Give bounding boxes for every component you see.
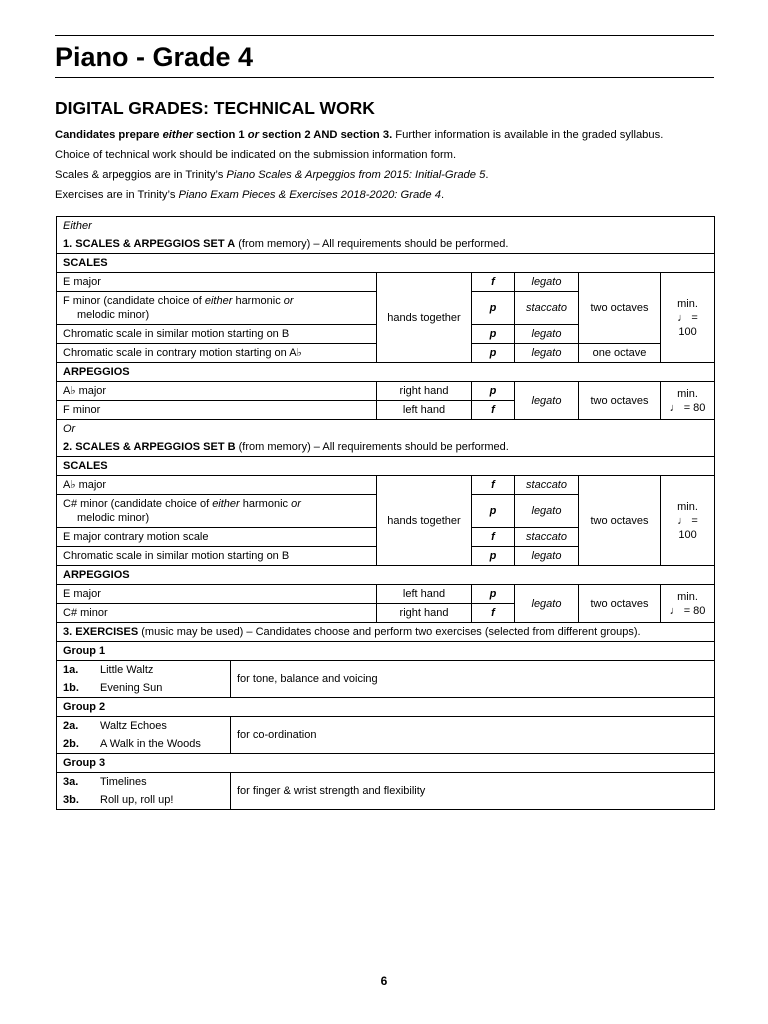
scale-name: E major bbox=[57, 273, 377, 292]
exercise-title: Waltz Echoes bbox=[100, 720, 167, 732]
exercise-item bbox=[57, 717, 231, 736]
scale-name: A♭ major bbox=[57, 476, 377, 495]
scale-name: Chromatic scale in similar motion starting on B bbox=[57, 325, 377, 344]
exercise-item bbox=[57, 661, 231, 680]
set-b-heading-row bbox=[57, 438, 715, 457]
group-label: Group 3 bbox=[57, 754, 715, 773]
dynamic-marking: f bbox=[472, 604, 515, 623]
set-a-arpeggios-label: ARPEGGIOS bbox=[57, 363, 715, 382]
set-b-arpeggio-row bbox=[57, 585, 715, 604]
exercise-number: 2a. bbox=[63, 720, 79, 732]
set-b-heading-note: (from memory) – All requirements should be performed. bbox=[235, 441, 509, 453]
tempo-value: ♩ = 80 bbox=[669, 401, 706, 414]
hand: right hand bbox=[377, 604, 472, 623]
set-a-scale-row bbox=[57, 273, 715, 292]
arp-tempo bbox=[661, 382, 715, 420]
exercises-heading-row bbox=[57, 623, 715, 642]
exercise-item bbox=[57, 679, 231, 698]
exercises-heading-title: 3. EXERCISES bbox=[63, 626, 139, 638]
title-top-rule bbox=[55, 35, 714, 36]
intro-line-1-part: section 2 AND section 3. bbox=[258, 129, 393, 141]
exercise-number: 1b. bbox=[63, 682, 79, 694]
tempo-min: min. bbox=[677, 590, 698, 603]
dynamic-marking: p bbox=[472, 547, 515, 566]
hand: left hand bbox=[377, 585, 472, 604]
group-label-row bbox=[57, 754, 715, 773]
intro-line-4-part: Exercises are in Trinity’s bbox=[55, 189, 179, 201]
set-b-or: Or bbox=[57, 420, 715, 439]
group-label-row bbox=[57, 642, 715, 661]
intro-text bbox=[55, 125, 715, 205]
set-b-arpeggios-label-row bbox=[57, 566, 715, 585]
page-title: Piano - Grade 4 bbox=[55, 42, 254, 72]
hand: left hand bbox=[377, 401, 472, 420]
group-label: Group 2 bbox=[57, 698, 715, 717]
set-a-arpeggio-row bbox=[57, 382, 715, 401]
arpeggio-name: C# minor bbox=[57, 604, 377, 623]
exercise-number: 1a. bbox=[63, 664, 79, 676]
tempo-value: ♩ = 80 bbox=[669, 604, 706, 617]
set-b-header-row bbox=[57, 420, 715, 439]
scale-name-either: either bbox=[204, 295, 233, 307]
group-label: Group 1 bbox=[57, 642, 715, 661]
arp-range: two octaves bbox=[579, 585, 661, 623]
arpeggio-name: A♭ major bbox=[57, 382, 377, 401]
exercise-item bbox=[57, 735, 231, 754]
intro-line-1-either: either bbox=[162, 129, 194, 141]
intro-line-4 bbox=[55, 185, 715, 205]
group-label-row bbox=[57, 698, 715, 717]
set-b-arpeggios-label: ARPEGGIOS bbox=[57, 566, 715, 585]
exercise-title: Roll up, roll up! bbox=[100, 794, 174, 806]
set-a-range-last: one octave bbox=[579, 344, 661, 363]
set-a-either: Either bbox=[57, 217, 715, 236]
dynamic-marking: f bbox=[472, 528, 515, 547]
scale-name: E major contrary motion scale bbox=[57, 528, 377, 547]
arpeggio-name: F minor bbox=[57, 401, 377, 420]
articulation: legato bbox=[515, 547, 579, 566]
hand: right hand bbox=[377, 382, 472, 401]
dynamic-marking: f bbox=[472, 401, 515, 420]
intro-line-1-part: Candidates prepare bbox=[55, 129, 163, 141]
intro-line-4-part: . bbox=[440, 189, 445, 201]
exercise-title: Evening Sun bbox=[100, 682, 163, 694]
exercises-book-title: Piano Exam Pieces & Exercises 2018-2020: Grade 4 bbox=[178, 189, 441, 201]
exercise-number: 2b. bbox=[63, 738, 79, 750]
set-a-header-row bbox=[57, 217, 715, 236]
arpeggio-name: E major bbox=[57, 585, 377, 604]
dynamic-marking: p bbox=[472, 292, 515, 325]
dynamic-marking: f bbox=[472, 476, 515, 495]
exercise-title: Little Waltz bbox=[100, 664, 154, 676]
scales-book-title: Piano Scales & Arpeggios from 2015: Initial-Grade 5 bbox=[226, 169, 486, 181]
scale-name-part: melodic minor) bbox=[77, 512, 150, 524]
set-b-scales-label-row bbox=[57, 457, 715, 476]
set-b-scale-row bbox=[57, 476, 715, 495]
scale-name-part: F minor (candidate choice of bbox=[63, 295, 205, 307]
tempo-min: min. bbox=[677, 387, 698, 400]
exercises-heading-note: (music may be used) – Candidates choose and perform two exercises (selected from different groups). bbox=[138, 626, 641, 638]
set-b-hands: hands together bbox=[377, 476, 472, 566]
dynamic-marking: p bbox=[472, 495, 515, 528]
exercise-item bbox=[57, 791, 231, 810]
dynamic-marking: p bbox=[472, 585, 515, 604]
articulation: legato bbox=[515, 495, 579, 528]
arp-range: two octaves bbox=[579, 382, 661, 420]
scale-name-part: harmonic bbox=[232, 295, 284, 307]
set-b-tempo bbox=[661, 476, 715, 566]
technical-work-table bbox=[56, 216, 715, 810]
set-a-tempo bbox=[661, 273, 715, 363]
intro-line-1-part: section 1 bbox=[193, 129, 248, 141]
articulation: legato bbox=[515, 273, 579, 292]
set-a-arpeggios-label-row bbox=[57, 363, 715, 382]
intro-line-3 bbox=[55, 165, 715, 185]
scale-name-or: or bbox=[291, 498, 301, 510]
section-heading: DIGITAL GRADES: TECHNICAL WORK bbox=[55, 98, 375, 118]
page-number: 6 bbox=[380, 974, 388, 988]
exercise-item bbox=[57, 773, 231, 792]
set-a-heading-title: 1. SCALES & ARPEGGIOS SET A bbox=[63, 238, 236, 250]
intro-line-3-part: . bbox=[485, 169, 489, 181]
arp-tempo bbox=[661, 585, 715, 623]
set-a-heading-row bbox=[57, 235, 715, 254]
exercise-number: 3b. bbox=[63, 794, 79, 806]
scale-name-or: or bbox=[283, 295, 294, 307]
scale-name bbox=[57, 495, 377, 528]
set-b-heading-title: 2. SCALES & ARPEGGIOS SET B bbox=[63, 441, 236, 453]
tempo-value: ♩ = 100 bbox=[677, 514, 698, 541]
tempo-value: ♩ = 100 bbox=[677, 311, 698, 338]
intro-line-1 bbox=[55, 125, 715, 145]
scale-name-part: melodic minor) bbox=[77, 309, 150, 321]
intro-line-2: Choice of technical work should be indicated on the submission information form. bbox=[55, 149, 457, 161]
exercise-focus: for tone, balance and voicing bbox=[231, 661, 715, 698]
exercise-row bbox=[57, 773, 715, 792]
set-a-range: two octaves bbox=[579, 273, 661, 344]
set-a-hands: hands together bbox=[377, 273, 472, 363]
exercise-row bbox=[57, 717, 715, 736]
exercise-title: A Walk in the Woods bbox=[100, 738, 201, 750]
exercise-focus: for co-ordination bbox=[231, 717, 715, 754]
exercises-heading bbox=[57, 623, 715, 642]
articulation: legato bbox=[515, 325, 579, 344]
exercise-title: Timelines bbox=[100, 776, 147, 788]
dynamic-marking: p bbox=[472, 344, 515, 363]
set-a-heading-note: (from memory) – All requirements should be performed. bbox=[235, 238, 509, 250]
articulation: staccato bbox=[515, 476, 579, 495]
arp-articulation: legato bbox=[515, 382, 579, 420]
scale-name: Chromatic scale in similar motion starting on B bbox=[57, 547, 377, 566]
dynamic-marking: p bbox=[472, 325, 515, 344]
set-b-heading bbox=[57, 438, 715, 457]
set-b-range: two octaves bbox=[579, 476, 661, 566]
arp-articulation: legato bbox=[515, 585, 579, 623]
intro-line-3-part: Scales & arpeggios are in Trinity’s bbox=[55, 169, 227, 181]
intro-line-1-part: Further information is available in the graded syllabus. bbox=[392, 129, 664, 141]
exercise-number: 3a. bbox=[63, 776, 79, 788]
tempo-min: min. bbox=[677, 297, 698, 310]
articulation: legato bbox=[515, 344, 579, 363]
exercise-row bbox=[57, 661, 715, 680]
dynamic-marking: f bbox=[472, 273, 515, 292]
scale-name bbox=[57, 292, 377, 325]
scale-name-either: either bbox=[212, 498, 240, 510]
exercise-focus: for finger & wrist strength and flexibility bbox=[231, 773, 715, 810]
tempo-min: min. bbox=[677, 500, 698, 513]
scale-name: Chromatic scale in contrary motion starting on A♭ bbox=[57, 344, 377, 363]
set-a-heading bbox=[57, 235, 715, 254]
articulation: staccato bbox=[515, 292, 579, 325]
set-b-scales-label: SCALES bbox=[57, 457, 715, 476]
scale-name-part: C# minor (candidate choice of bbox=[63, 498, 213, 510]
set-a-scales-label: SCALES bbox=[57, 254, 715, 273]
intro-line-1-or: or bbox=[247, 129, 259, 141]
scale-name-part: harmonic bbox=[239, 498, 292, 510]
set-a-scales-label-row bbox=[57, 254, 715, 273]
dynamic-marking: p bbox=[472, 382, 515, 401]
title-bottom-rule bbox=[55, 77, 714, 78]
articulation: staccato bbox=[515, 528, 579, 547]
